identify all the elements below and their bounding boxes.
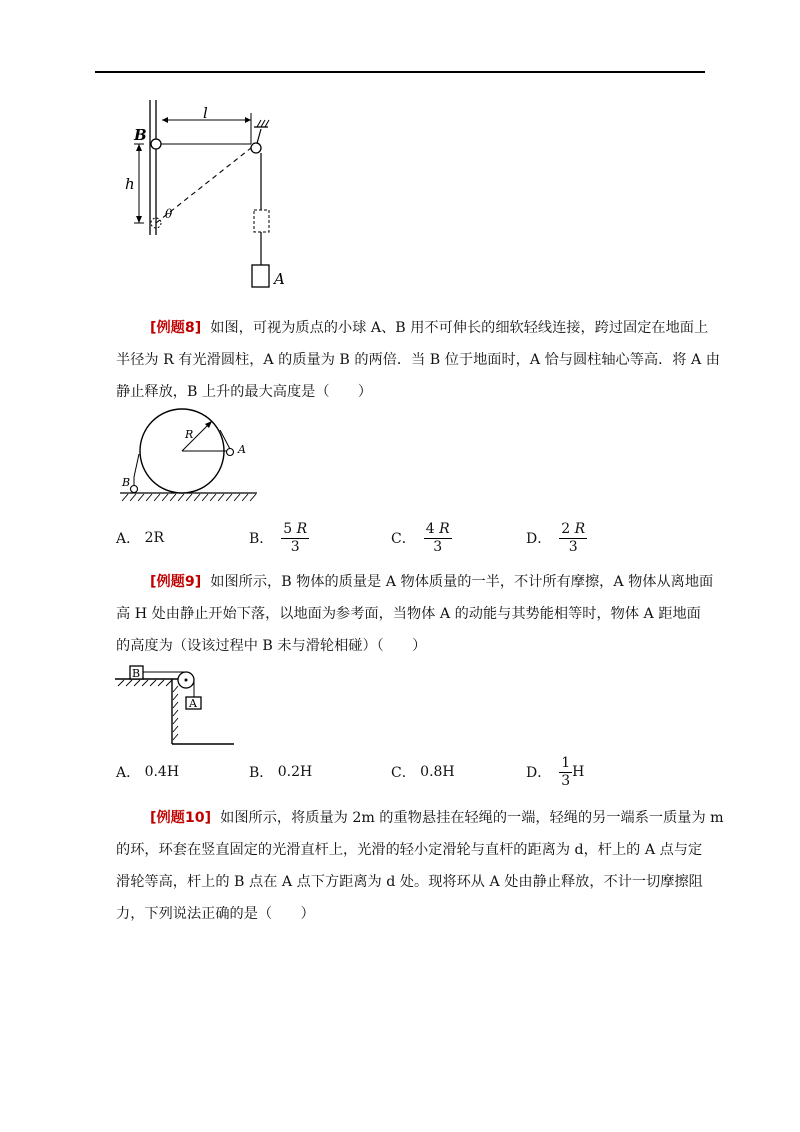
option-8d[interactable]: [526, 518, 587, 558]
example-8-line3: 静止释放，B 上升的最大高度是（ ）: [116, 384, 373, 400]
option-text: 0.4H: [144, 764, 180, 780]
example-10-line2: 的环，环套在竖直固定的光滑直杆上，光滑的轻小定滑轮与直杆的距离为 d，杆上的 A 点与定: [116, 842, 703, 858]
label-theta: θ: [165, 207, 173, 221]
option-key: A．: [116, 531, 141, 547]
example-8-line1: 如图，可视为质点的小球 A、B 用不可伸长的细软轻线连接，跨过固定在地面上: [210, 320, 709, 336]
label-l: l: [203, 104, 208, 122]
example-8-options: [116, 518, 706, 558]
header-rule: [95, 71, 705, 73]
example-9-line1: 如图所示，B 物体的质量是 A 物体质量的一半，不计所有摩擦，A 物体从离地面: [210, 574, 714, 590]
example-10-line4: 力，下列说法正确的是（ ）: [116, 906, 315, 922]
fraction: $\frac{1}{3}$: [561, 754, 571, 789]
example-9-options: [116, 752, 706, 792]
option-9a[interactable]: [116, 752, 179, 792]
option-key: B．: [249, 765, 274, 781]
example-9-line2: 高 H 处由静止开始下落，以地面为参考面，当物体 A 的动能与其势能相等时，物体 A 距地面: [116, 606, 701, 622]
option-9d[interactable]: [526, 752, 584, 792]
block-a: [252, 265, 269, 287]
fraction: $\frac{4 R}{3}$: [425, 520, 450, 555]
option-key: A．: [116, 765, 141, 781]
example-8-tag: [例题8]: [150, 320, 202, 336]
option-key: C．: [391, 531, 416, 547]
label-a3: A: [189, 697, 197, 710]
example-10-tag: [例题10]: [150, 810, 212, 826]
example-10-text: [116, 802, 724, 930]
example-8-text: [116, 312, 720, 408]
figure-table-pulley: [110, 658, 240, 753]
option-9c[interactable]: [391, 752, 455, 792]
option-8c[interactable]: [391, 518, 452, 558]
figure-rod-pulley: [110, 95, 300, 295]
example-9-text: [116, 566, 714, 662]
example-8-line2: 半径为 R 有光滑圆柱，A 的质量为 B 的两倍．当 B 位于地面时，A 恰与圆柱轴心等高．将 A 由: [116, 352, 720, 368]
label-b: B: [134, 126, 147, 144]
label-h: h: [125, 175, 135, 193]
label-a: A: [274, 270, 285, 288]
option-suffix: H: [572, 764, 585, 780]
ball-b: [131, 486, 138, 493]
fraction: $\frac{2 R}{3}$: [561, 520, 586, 555]
example-10-line1: 如图所示，将质量为 2m 的重物悬挂在轻绳的一端，轻绳的另一端系一质量为 m: [220, 810, 724, 826]
ring-b: [151, 139, 161, 149]
option-text: 0.2H: [277, 764, 313, 780]
pulley: [251, 143, 261, 153]
option-9b[interactable]: [249, 752, 312, 792]
label-a2: A: [238, 443, 246, 456]
fraction: $\frac{5 R}{3}$: [283, 520, 308, 555]
option-key: D．: [526, 531, 552, 547]
example-10-line3: 滑轮等高，杆上的 B 点在 A 点下方距离为 d 处。现将环从 A 处由静止释放，不计一切摩擦阻: [116, 874, 703, 890]
label-r: R: [185, 428, 194, 441]
option-text: 2R: [144, 530, 165, 546]
option-key: D．: [526, 765, 552, 781]
label-b3: B: [132, 667, 141, 680]
option-8a[interactable]: [116, 518, 164, 558]
ball-a: [227, 449, 234, 456]
example-9-line3: 的高度为（设该过程中 B 未与滑轮相碰）（ ）: [116, 638, 427, 654]
example-9-tag: [例题9]: [150, 574, 202, 590]
figure-cylinder: [112, 405, 262, 505]
label-b2: B: [122, 476, 131, 489]
option-8b[interactable]: [249, 518, 309, 558]
option-text: 0.8H: [420, 764, 455, 780]
option-key: B．: [249, 531, 274, 547]
block-a-initial: [254, 210, 269, 232]
option-key: C．: [391, 765, 416, 781]
